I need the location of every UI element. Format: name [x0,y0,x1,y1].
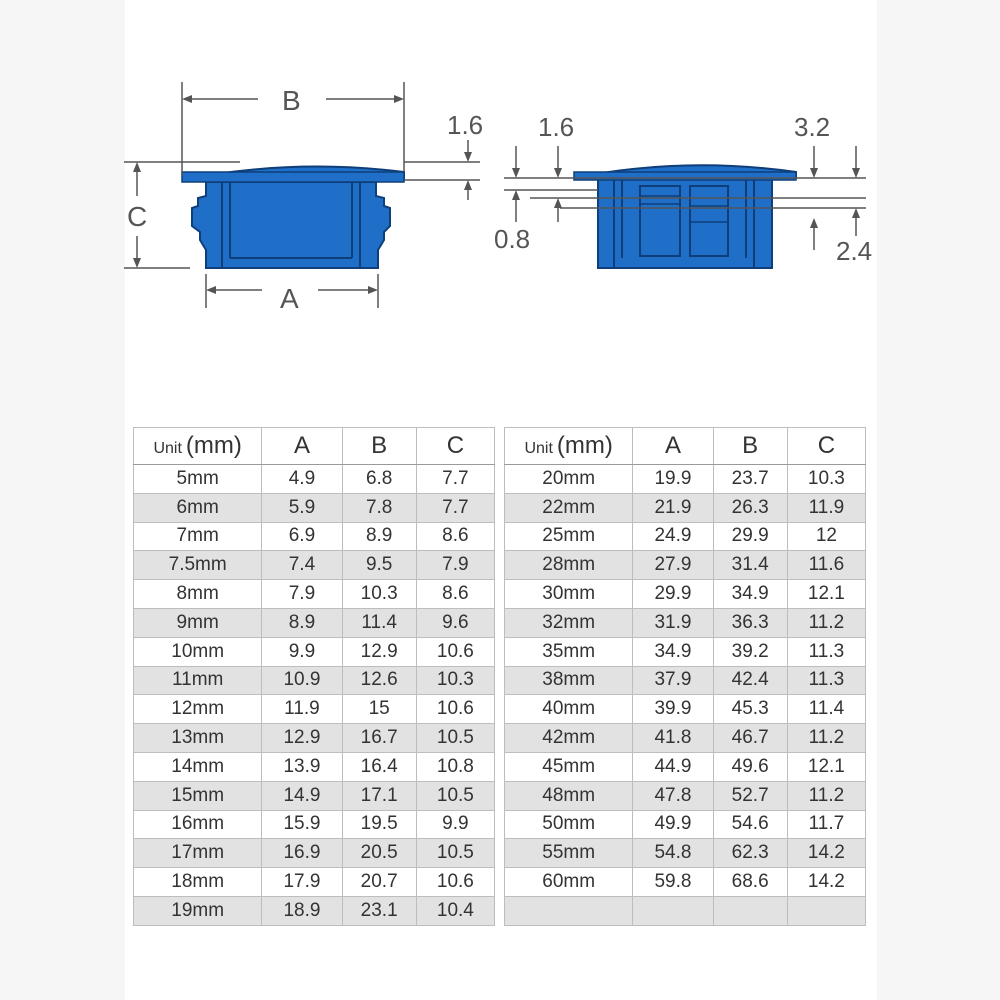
cell-a: 17.9 [262,868,342,897]
cell-c: 10.4 [416,896,494,925]
cell-size: 5mm [134,465,262,494]
cell-c: 11.6 [787,551,865,580]
cell-a: 9.9 [262,637,342,666]
label-b: B [282,85,301,116]
table-row [134,781,495,810]
cell-size: 60mm [505,868,633,897]
label-c: C [127,201,148,232]
table-row [134,522,495,551]
cell-size: 16mm [134,810,262,839]
cell-b: 12.6 [342,666,416,695]
table-row [505,608,866,637]
cell-b: 42.4 [713,666,787,695]
cell-a: 37.9 [633,666,713,695]
cell-c: 11.3 [787,666,865,695]
table-row [134,608,495,637]
cell-b: 68.6 [713,868,787,897]
cell-a: 10.9 [262,666,342,695]
cell-b: 19.5 [342,810,416,839]
cell-size: 15mm [134,781,262,810]
cell-b: 17.1 [342,781,416,810]
cell-a: 14.9 [262,781,342,810]
header-b: B [342,428,416,465]
cell-b: 20.7 [342,868,416,897]
cell-size: 19mm [134,896,262,925]
header-c: C [416,428,494,465]
cell-b: 45.3 [713,695,787,724]
header-unit: Unit (mm) [505,428,633,465]
cell-a: 7.4 [262,551,342,580]
cell-size: 50mm [505,810,633,839]
cell-c: 12.1 [787,580,865,609]
cell-size: 10mm [134,637,262,666]
cell-b: 49.6 [713,752,787,781]
cell-a: 47.8 [633,781,713,810]
table-row [505,637,866,666]
cell-size: 48mm [505,781,633,810]
cell-c: 11.2 [787,724,865,753]
cell-a: 12.9 [262,724,342,753]
cell-c: 10.3 [416,666,494,695]
cell-c: 8.6 [416,580,494,609]
cell-a: 49.9 [633,810,713,839]
table-row [134,666,495,695]
header-unit: Unit (mm) [134,428,262,465]
cell-b: 15 [342,695,416,724]
left-plug-drawing [182,167,404,268]
cell-c: 11.7 [787,810,865,839]
cell-a: 18.9 [262,896,342,925]
cell-size: 55mm [505,839,633,868]
cell-b: 11.4 [342,608,416,637]
cell-c [787,896,865,925]
cell-b: 9.5 [342,551,416,580]
table-header-row [134,428,495,465]
cell-c: 10.5 [416,724,494,753]
cell-c: 11.2 [787,781,865,810]
cell-c: 8.6 [416,522,494,551]
cell-b: 12.9 [342,637,416,666]
table-row [505,896,866,925]
cell-b: 31.4 [713,551,787,580]
cell-c: 10.8 [416,752,494,781]
dimension-diagrams [0,0,1000,400]
cell-b: 54.6 [713,810,787,839]
cell-size: 45mm [505,752,633,781]
cell-b: 62.3 [713,839,787,868]
cell-b: 52.7 [713,781,787,810]
cell-a [633,896,713,925]
cell-a: 11.9 [262,695,342,724]
cell-c: 11.4 [787,695,865,724]
cell-b: 36.3 [713,608,787,637]
cell-size: 38mm [505,666,633,695]
table-row [505,839,866,868]
cell-a: 34.9 [633,637,713,666]
cell-a: 5.9 [262,493,342,522]
table-row [505,724,866,753]
cell-c: 10.3 [787,465,865,494]
cell-a: 4.9 [262,465,342,494]
table-row [505,551,866,580]
cell-b: 23.7 [713,465,787,494]
cell-c: 10.6 [416,637,494,666]
cell-size: 18mm [134,868,262,897]
table-row [134,896,495,925]
left-plug-cap-band [182,172,404,182]
cell-b: 16.7 [342,724,416,753]
table-row [134,465,495,494]
plug-drawings [0,0,1000,400]
header-a: A [262,428,342,465]
label-right-bottom-left: 0.8 [494,224,531,254]
cell-size: 11mm [134,666,262,695]
right-plug-cap-band [574,172,796,180]
cell-a: 54.8 [633,839,713,868]
cell-a: 27.9 [633,551,713,580]
cell-c: 14.2 [787,839,865,868]
table-row [134,810,495,839]
cell-c: 14.2 [787,868,865,897]
cell-a: 8.9 [262,608,342,637]
cell-size: 7.5mm [134,551,262,580]
table-row [505,695,866,724]
cell-a: 6.9 [262,522,342,551]
cell-c: 12.1 [787,752,865,781]
cell-b: 46.7 [713,724,787,753]
table-row [134,724,495,753]
table-row [505,493,866,522]
table-row [505,666,866,695]
label-right-bottom-right: 2.4 [836,236,873,266]
cell-size [505,896,633,925]
cell-size: 13mm [134,724,262,753]
label-right-top-left: 1.6 [538,112,575,142]
table-row [134,752,495,781]
cell-a: 44.9 [633,752,713,781]
cell-b: 20.5 [342,839,416,868]
right-plug-drawing [574,165,796,268]
cell-b: 10.3 [342,580,416,609]
table-row [505,810,866,839]
header-a: A [633,428,713,465]
table-row [505,781,866,810]
cell-a: 7.9 [262,580,342,609]
cell-size: 28mm [505,551,633,580]
cell-c: 10.5 [416,839,494,868]
table-row [134,637,495,666]
table-row [505,580,866,609]
cell-a: 24.9 [633,522,713,551]
cell-c: 10.5 [416,781,494,810]
cell-b: 7.8 [342,493,416,522]
header-c: C [787,428,865,465]
cell-a: 15.9 [262,810,342,839]
table-row [134,868,495,897]
table-header-row [505,428,866,465]
cell-b: 6.8 [342,465,416,494]
cell-b [713,896,787,925]
size-table-right [504,427,866,926]
cell-size: 30mm [505,580,633,609]
table-row [505,752,866,781]
cell-size: 14mm [134,752,262,781]
cell-size: 6mm [134,493,262,522]
cell-a: 19.9 [633,465,713,494]
table-row [134,580,495,609]
cell-a: 41.8 [633,724,713,753]
table-row [134,839,495,868]
cell-a: 39.9 [633,695,713,724]
cell-size: 35mm [505,637,633,666]
cell-size: 20mm [505,465,633,494]
cell-b: 26.3 [713,493,787,522]
table-row [134,551,495,580]
cell-a: 29.9 [633,580,713,609]
cell-size: 8mm [134,580,262,609]
cell-c: 7.9 [416,551,494,580]
cell-c: 9.6 [416,608,494,637]
cell-c: 9.9 [416,810,494,839]
cell-size: 42mm [505,724,633,753]
cell-a: 59.8 [633,868,713,897]
cell-b: 39.2 [713,637,787,666]
cell-size: 17mm [134,839,262,868]
cell-b: 16.4 [342,752,416,781]
cell-c: 7.7 [416,465,494,494]
table-row [134,493,495,522]
cell-size: 9mm [134,608,262,637]
table-row [505,522,866,551]
cell-c: 7.7 [416,493,494,522]
table-row [134,695,495,724]
cell-c: 12 [787,522,865,551]
cell-c: 10.6 [416,868,494,897]
cell-size: 32mm [505,608,633,637]
header-b: B [713,428,787,465]
cell-c: 11.9 [787,493,865,522]
cell-size: 22mm [505,493,633,522]
cell-b: 29.9 [713,522,787,551]
label-cap-thickness: 1.6 [447,110,484,140]
cell-size: 40mm [505,695,633,724]
table-row [505,868,866,897]
cell-size: 7mm [134,522,262,551]
cell-size: 25mm [505,522,633,551]
cell-a: 16.9 [262,839,342,868]
cell-b: 34.9 [713,580,787,609]
size-table-left [133,427,495,926]
cell-c: 11.3 [787,637,865,666]
cell-a: 13.9 [262,752,342,781]
table-row [505,465,866,494]
label-a: A [280,283,299,314]
cell-b: 23.1 [342,896,416,925]
cell-a: 31.9 [633,608,713,637]
cell-c: 11.2 [787,608,865,637]
cell-a: 21.9 [633,493,713,522]
cell-b: 8.9 [342,522,416,551]
label-right-top-right: 3.2 [794,112,831,142]
cell-size: 12mm [134,695,262,724]
cell-c: 10.6 [416,695,494,724]
